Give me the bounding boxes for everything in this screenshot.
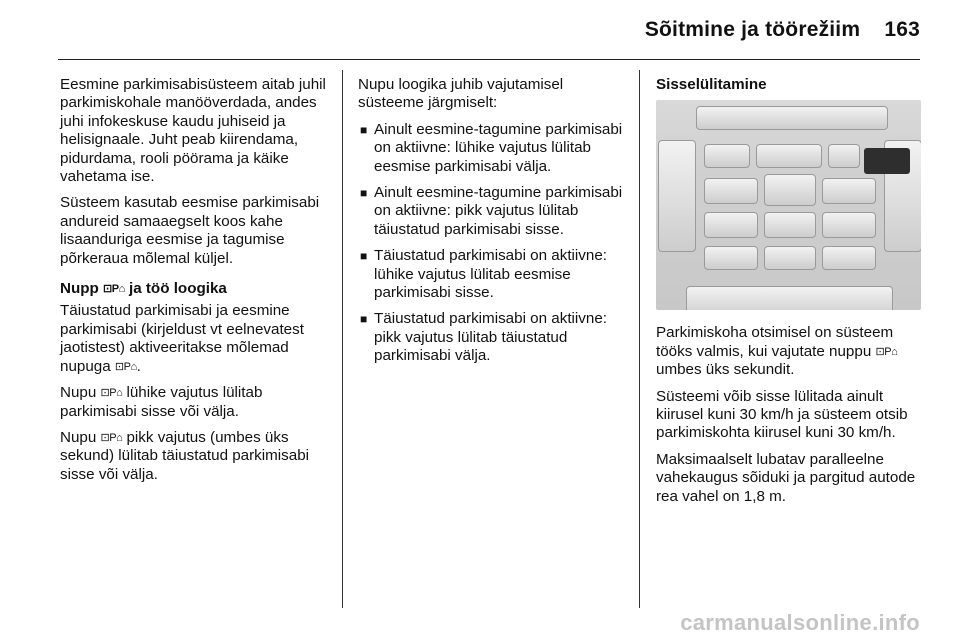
paragraph — [656, 324, 924, 379]
paragraph: Nupu loogika juhib vajutamisel süsteeme järgmiselt: — [358, 76, 564, 112]
bullet-icon: ■ — [360, 249, 368, 264]
list-item — [358, 121, 626, 176]
heading-text: ja töö loogika — [128, 280, 227, 298]
paragraph-text: Nupu — [60, 384, 97, 402]
park-assist-icon: ⊡P⌂ — [100, 387, 123, 400]
page-number: 163 — [884, 18, 920, 41]
bullet-icon: ■ — [360, 312, 368, 327]
list-item — [358, 184, 626, 239]
list-item-text: Ainult eesmine-tagumine parkimisabi on aktiivne: lühike vajutus lülitab eesmise parkimisabi välja. — [374, 120, 623, 175]
column-divider — [639, 70, 640, 608]
paragraph-text: umbes üks sekundit. — [656, 361, 795, 379]
list-item-text: Ainult eesmine-tagumine parkimisabi on aktiivne: pikk vajutus lülitab täiustatud parkimisabi sisse. — [374, 184, 623, 238]
header-rule — [58, 59, 920, 60]
paragraph — [60, 384, 328, 421]
watermark: carmanualsonline.info — [680, 610, 920, 635]
list-item-text: Täiustatud parkimisabi on aktiivne: pikk vajutus lülitab täiustatud parkimisabi välja. — [374, 310, 607, 365]
park-assist-icon: ⊡P⌂ — [114, 360, 137, 373]
bullet-icon: ■ — [360, 122, 368, 137]
paragraph-text: Parkimiskoha otsimisel on süsteem tööks valmis, kui vajutate nuppu — [656, 324, 894, 360]
paragraph-text: pikk vajutus (umbes üks sekund) lülitab täiustatud parkimisabi sisse või välja. — [60, 428, 310, 483]
paragraph: Eesmine parkimisabisüsteem aitab juhil parkimiskohale manööverdada, andes juhi infokeskuse kaudu juhiseid ja helisignaale. Juht peab kiirendama, pidurdama, rooli pöörama ja käike vahetama ise. — [60, 76, 326, 186]
paragraph-text: Täiustatud parkimisabi ja eesmine parkimisabi (kirjeldust vt eelnevatest jaotistest) aktiveeritakse mõlemad nupuga — [60, 302, 304, 375]
paragraph: Süsteemi võib sisse lülitada ainult kiirusel kuni 30 km/h ja süsteem otsib parkimiskohta kiirusel kuni 30 km/h. — [656, 387, 908, 442]
list-item — [358, 310, 626, 365]
list-item — [358, 247, 626, 302]
section-heading: Sisselülitamine — [656, 76, 767, 93]
paragraph-text: lühike vajutus lülitab parkimisabi sisse või välja. — [60, 384, 263, 420]
list-item-text: Täiustatud parkimisabi on aktiivne: lühike vajutus lülitab eesmise parkimisabi sisse. — [374, 247, 607, 302]
paragraph: Maksimaalselt lubatav paralleelne vahekaugus sõiduki ja pargitud autode rea vahel on 1,8 m. — [656, 450, 916, 505]
bullet-icon: ■ — [360, 186, 368, 201]
column-divider — [342, 70, 343, 608]
paragraph: Süsteem kasutab eesmise parkimisabi andureid samaaegselt koos kahe lisaanduriga eesmise ja tagumise põrkeraua mõlemal küljel. — [60, 194, 320, 267]
paragraph-text: . — [136, 357, 141, 375]
park-assist-icon: ⊡P⌂ — [875, 345, 898, 358]
heading-text: Nupp — [60, 280, 99, 298]
section-title: Sõitmine ja töörežiim — [644, 18, 861, 41]
column-right — [656, 76, 924, 514]
park-assist-icon: ⊡P⌂ — [100, 431, 123, 444]
section-heading — [60, 280, 328, 298]
paragraph-text: Nupu — [60, 428, 97, 446]
bullet-list — [358, 121, 626, 366]
paragraph — [60, 429, 328, 484]
control-panel-photo — [656, 100, 921, 310]
park-assist-icon: ⊡P⌂ — [103, 283, 125, 296]
page-header — [645, 18, 920, 42]
column-middle — [358, 76, 626, 374]
paragraph — [60, 302, 328, 376]
column-left — [60, 76, 328, 492]
